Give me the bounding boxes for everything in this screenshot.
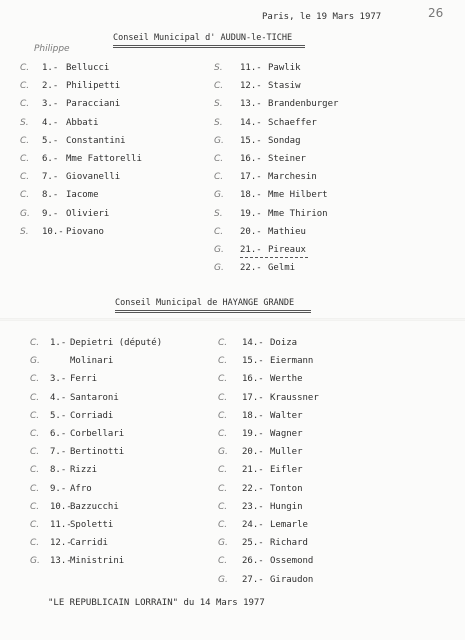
councillor-name: Abbati	[66, 117, 99, 128]
entry-number: 19.-	[240, 208, 262, 219]
section2-title-rule	[115, 310, 311, 313]
party-mark: G.	[214, 190, 224, 201]
councillor-name: Bertinotti	[70, 447, 125, 458]
entry-number: 24.-	[242, 520, 264, 530]
entry-number: 5.-	[50, 410, 67, 421]
entry-number: 15.-	[240, 135, 262, 146]
entry-number: 26.-	[242, 556, 264, 567]
entry-number: 21.-	[242, 465, 264, 476]
entry-number: 11.-	[240, 63, 262, 73]
section2-title: Conseil Municipal de HAYANGE GRANDE	[115, 298, 295, 308]
entry-number: 13.-	[50, 556, 72, 567]
entry-number: 15.-	[242, 356, 264, 367]
councillor-name: Santaroni	[70, 392, 119, 403]
party-mark: C.	[218, 556, 228, 567]
entry-number: 1.-	[50, 338, 67, 348]
councillor-name: Lemarle	[270, 520, 308, 530]
entry-number: 2.-	[42, 81, 59, 92]
entry-number: 8.-	[42, 190, 59, 201]
entry-number: 8.-	[50, 465, 67, 476]
councillor-name: Depietri (député)	[70, 338, 163, 348]
entry-number: 22.-	[240, 263, 262, 274]
party-mark: C.	[30, 392, 40, 403]
entry-number: 21.-	[240, 245, 262, 255]
entry-number: 5.-	[42, 135, 59, 146]
councillor-name: Mme Hilbert	[268, 190, 328, 201]
councillor-name: Tonton	[270, 483, 303, 494]
entry-number: 7.-	[42, 172, 59, 183]
entry-number: 27.-	[242, 574, 264, 585]
party-mark: C.	[20, 172, 30, 183]
councillor-name: Mme Fattorelli	[66, 154, 142, 164]
entry-number: 6.-	[50, 429, 67, 439]
party-mark: C.	[218, 483, 228, 494]
entry-number: 6.-	[42, 154, 59, 164]
councillor-name: Bazzucchi	[70, 501, 119, 512]
councillor-name: Muller	[270, 447, 303, 458]
councillor-name: Walter	[270, 410, 303, 421]
councillor-name: Iacome	[66, 190, 99, 201]
party-mark: S.	[214, 208, 223, 219]
entry-number: 14.-	[242, 338, 264, 348]
councillor-name: Schaeffer	[268, 117, 317, 128]
party-mark: C.	[218, 429, 228, 439]
handwritten-note: Philippe	[34, 44, 70, 54]
councillor-name: Mme Thirion	[268, 208, 328, 219]
party-mark: C.	[30, 338, 40, 348]
entry-number: 20.-	[242, 447, 264, 458]
entry-number: 22.-	[242, 483, 264, 494]
councillor-name: Giovanelli	[66, 172, 121, 183]
party-mark: S.	[20, 226, 29, 237]
entry-number: 19.-	[242, 429, 264, 439]
councillor-name: Marchesin	[268, 172, 317, 183]
page-fold	[0, 318, 465, 321]
date-line: Paris, le 19 Mars 1977	[262, 12, 382, 22]
party-mark: C.	[218, 356, 228, 367]
party-mark: C.	[214, 81, 224, 92]
councillor-name: Piovano	[66, 226, 104, 237]
party-mark: C.	[20, 63, 30, 73]
party-mark: C.	[218, 338, 228, 348]
party-mark: G.	[214, 263, 224, 274]
entry-number: 9.-	[42, 208, 59, 219]
entry-number: 18.-	[242, 410, 264, 421]
party-mark: C.	[30, 483, 40, 494]
entry-number: 10.-	[50, 501, 72, 512]
councillor-name: Eiermann	[270, 356, 314, 367]
entry-number: 10.-	[42, 226, 64, 237]
councillor-name: Bellucci	[66, 63, 110, 73]
party-mark: C.	[214, 154, 224, 164]
party-mark: C.	[20, 190, 30, 201]
section1-title: Conseil Municipal d' AUDUN-le-TICHE	[113, 33, 293, 43]
councillor-name: Ossemond	[270, 556, 314, 567]
party-mark: S.	[214, 63, 223, 73]
party-mark: C.	[30, 410, 40, 421]
councillor-name: Gelmi	[268, 263, 296, 274]
party-mark: G.	[214, 135, 224, 146]
entry-number: 17.-	[242, 392, 264, 403]
entry-number: 20.-	[240, 226, 262, 237]
entry-number: 11.-	[50, 520, 72, 530]
party-mark: G.	[218, 538, 228, 549]
councillor-name: Pireaux	[268, 245, 306, 255]
entry-number: 4.-	[42, 117, 59, 128]
party-mark: S.	[214, 117, 223, 128]
councillor-name: Doiza	[270, 338, 298, 348]
councillor-name: Pawlik	[268, 63, 301, 73]
entry-number: 13.-	[240, 99, 262, 110]
councillor-name: Carridi	[70, 538, 108, 549]
councillor-name: Wagner	[270, 429, 303, 439]
councillor-name: Rizzi	[70, 465, 98, 476]
councillor-name: Kraussner	[270, 392, 319, 403]
party-mark: S.	[214, 99, 223, 110]
councillor-name: Mathieu	[268, 226, 306, 237]
party-mark: C.	[30, 520, 40, 530]
councillor-name: Philipetti	[66, 81, 121, 92]
entry-number: 18.-	[240, 190, 262, 201]
entry-number: 3.-	[50, 374, 67, 385]
party-mark: G.	[214, 245, 224, 255]
entry-number: 1.-	[42, 63, 59, 73]
party-mark: C.	[20, 135, 30, 146]
councillor-name: Hungin	[270, 501, 303, 512]
party-mark: C.	[218, 501, 228, 512]
entry-number: 12.-	[50, 538, 72, 549]
councillor-name: Corbellari	[70, 429, 125, 439]
party-mark: C.	[30, 429, 40, 439]
councillor-name: Paracciani	[66, 99, 121, 110]
councillor-name: Corriadi	[70, 410, 114, 421]
party-mark: S.	[20, 117, 29, 128]
entry-number: 12.-	[240, 81, 262, 92]
entry-number: 4.-	[50, 392, 67, 403]
entry-number: 16.-	[242, 374, 264, 385]
party-mark: C.	[218, 374, 228, 385]
councillor-name: Steiner	[268, 154, 306, 164]
page-number: 26	[428, 6, 444, 20]
party-mark: G.	[218, 574, 228, 585]
dashed-underline	[240, 257, 308, 258]
party-mark: G.	[218, 447, 228, 458]
councillor-name: Afro	[70, 483, 92, 494]
councillor-name: Spoletti	[70, 520, 114, 530]
party-mark: C.	[30, 447, 40, 458]
footer-source: "LE REPUBLICAIN LORRAIN" du 14 Mars 1977	[48, 598, 265, 608]
councillor-name: Sondag	[268, 135, 301, 146]
party-mark: C.	[218, 520, 228, 530]
party-mark: C.	[30, 374, 40, 385]
party-mark: C.	[214, 172, 224, 183]
entry-number: 9.-	[50, 483, 67, 494]
entry-number: 7.-	[50, 447, 67, 458]
entry-number: 16.-	[240, 154, 262, 164]
section1-title-rule	[113, 45, 305, 48]
councillor-name: Brandenburger	[268, 99, 339, 110]
councillor-name: Eifler	[270, 465, 303, 476]
party-mark: G.	[30, 356, 40, 367]
party-mark: C.	[218, 410, 228, 421]
party-mark: C.	[218, 465, 228, 476]
party-mark: C.	[20, 81, 30, 92]
councillor-name: Molinari	[70, 356, 114, 367]
councillor-name: Olivieri	[66, 208, 110, 219]
councillor-name: Giraudon	[270, 574, 314, 585]
councillor-name: Constantini	[66, 135, 126, 146]
councillor-name: Werthe	[270, 374, 303, 385]
entry-number: 3.-	[42, 99, 59, 110]
entry-number: 23.-	[242, 501, 264, 512]
entry-number: 25.-	[242, 538, 264, 549]
party-mark: G.	[20, 208, 30, 219]
entry-number: 17.-	[240, 172, 262, 183]
councillor-name: Ministrini	[70, 556, 125, 567]
party-mark: C.	[218, 392, 228, 403]
party-mark: C.	[214, 226, 224, 237]
party-mark: C.	[30, 501, 40, 512]
councillor-name: Ferri	[70, 374, 98, 385]
party-mark: C.	[20, 154, 30, 164]
party-mark: C.	[20, 99, 30, 110]
councillor-name: Richard	[270, 538, 308, 549]
entry-number: 14.-	[240, 117, 262, 128]
party-mark: C.	[30, 465, 40, 476]
councillor-name: Stasiw	[268, 81, 301, 92]
party-mark: C.	[30, 538, 40, 549]
party-mark: G.	[30, 556, 40, 567]
